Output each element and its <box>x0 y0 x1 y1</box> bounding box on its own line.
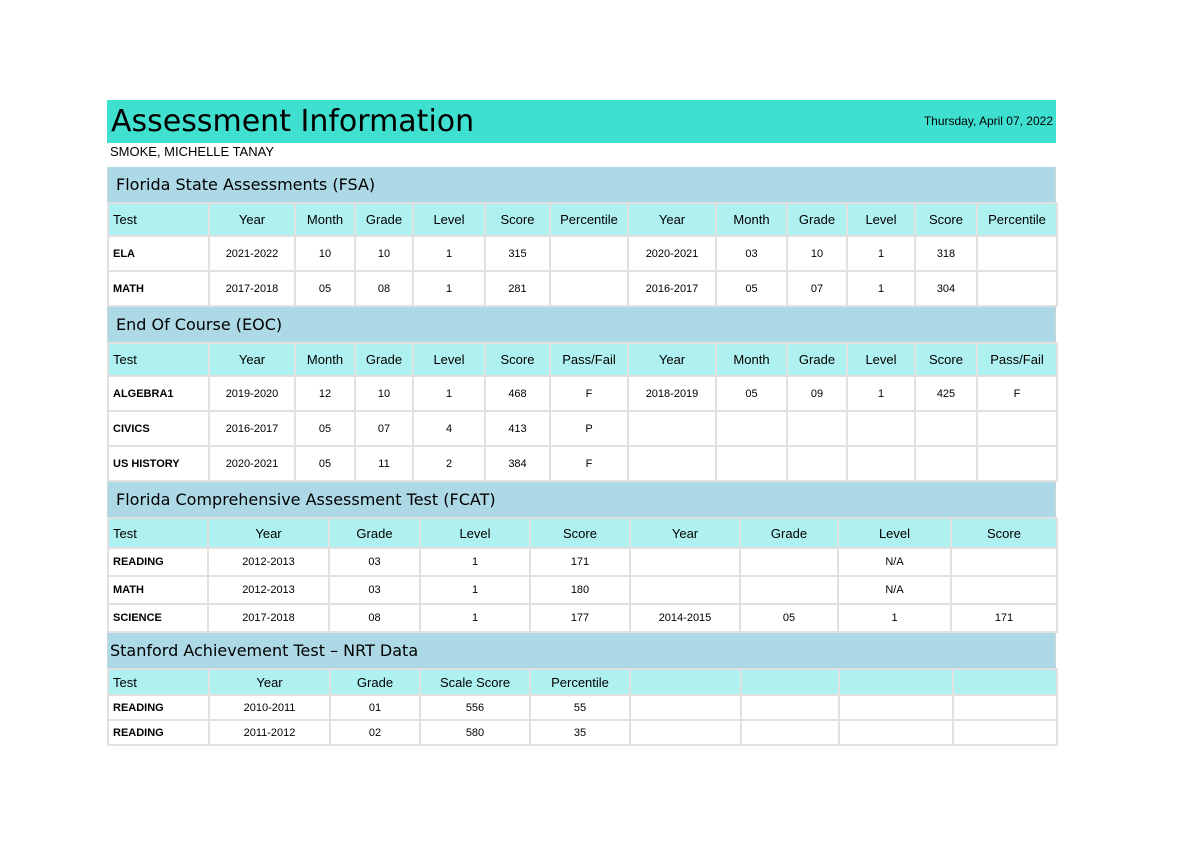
column-header: Percentile <box>530 669 630 695</box>
column-header: Percentile <box>977 203 1057 236</box>
table-row <box>108 376 1057 411</box>
table-cell: MATH <box>108 576 208 604</box>
table-cell: 35 <box>530 720 630 745</box>
table-cell <box>741 720 839 745</box>
fcat-table <box>107 517 1058 633</box>
fsa-section-title: Florida State Assessments (FSA) <box>107 167 1056 202</box>
table-cell: 2016-2017 <box>209 411 295 446</box>
fsa-table <box>107 202 1058 307</box>
table-cell: 177 <box>530 604 630 632</box>
table-cell <box>839 695 953 720</box>
table-cell: READING <box>108 548 208 576</box>
table-cell: 425 <box>915 376 977 411</box>
table-cell: SCIENCE <box>108 604 208 632</box>
table-cell: 468 <box>485 376 550 411</box>
table-cell: 2010-2011 <box>209 695 330 720</box>
table-cell: 2020-2021 <box>209 446 295 481</box>
eoc-section-title: End Of Course (EOC) <box>107 307 1056 342</box>
table-cell: 1 <box>847 271 915 306</box>
table-cell: 1 <box>413 236 485 271</box>
table-cell <box>630 720 741 745</box>
table-cell: MATH <box>108 271 209 306</box>
column-header: Grade <box>355 343 413 376</box>
title-bar <box>107 100 1056 143</box>
table-cell <box>839 720 953 745</box>
column-header: Year <box>628 203 716 236</box>
column-header: Level <box>847 203 915 236</box>
column-header: Percentile <box>550 203 628 236</box>
table-cell <box>741 695 839 720</box>
table-cell <box>787 446 847 481</box>
table-cell <box>977 446 1057 481</box>
table-row <box>108 604 1057 632</box>
table-header-row <box>108 203 1057 236</box>
table-cell: P <box>550 411 628 446</box>
column-header: Test <box>108 669 209 695</box>
table-cell: 07 <box>787 271 847 306</box>
table-cell: 07 <box>355 411 413 446</box>
nrt-section-title: Stanford Achievement Test – NRT Data <box>107 633 1056 668</box>
table-cell <box>550 271 628 306</box>
column-header: Test <box>108 203 209 236</box>
column-header: Grade <box>355 203 413 236</box>
table-header-row <box>108 343 1057 376</box>
table-cell <box>951 576 1057 604</box>
column-header: Level <box>413 343 485 376</box>
table-cell: 281 <box>485 271 550 306</box>
column-header <box>839 669 953 695</box>
table-cell: 10 <box>295 236 355 271</box>
table-cell: 05 <box>716 271 787 306</box>
table-cell: 1 <box>420 604 530 632</box>
column-header: Grade <box>330 669 420 695</box>
table-cell: 2012-2013 <box>208 548 329 576</box>
table-cell: 2011-2012 <box>209 720 330 745</box>
report-date: Thursday, April 07, 2022 <box>923 114 1053 128</box>
column-header: Year <box>630 518 740 548</box>
table-cell: 180 <box>530 576 630 604</box>
column-header: Score <box>485 343 550 376</box>
table-cell: 10 <box>355 376 413 411</box>
table-cell: 2018-2019 <box>628 376 716 411</box>
table-cell: 4 <box>413 411 485 446</box>
table-cell: 05 <box>295 446 355 481</box>
column-header: Pass/Fail <box>977 343 1057 376</box>
table-cell <box>628 446 716 481</box>
column-header: Pass/Fail <box>550 343 628 376</box>
column-header: Score <box>951 518 1057 548</box>
column-header: Month <box>716 203 787 236</box>
table-cell <box>628 411 716 446</box>
column-header: Grade <box>329 518 420 548</box>
table-cell <box>716 411 787 446</box>
table-cell: READING <box>108 720 209 745</box>
column-header: Level <box>413 203 485 236</box>
table-cell <box>716 446 787 481</box>
assessment-report <box>107 100 1056 746</box>
column-header: Month <box>295 203 355 236</box>
column-header <box>741 669 839 695</box>
table-cell: ALGEBRA1 <box>108 376 209 411</box>
table-cell: N/A <box>838 548 951 576</box>
table-cell: 2020-2021 <box>628 236 716 271</box>
table-cell <box>847 446 915 481</box>
column-header: Score <box>915 343 977 376</box>
table-cell: 08 <box>355 271 413 306</box>
column-header <box>953 669 1057 695</box>
table-cell <box>630 576 740 604</box>
page-title: Assessment Information <box>111 104 475 139</box>
table-cell: 556 <box>420 695 530 720</box>
table-cell <box>550 236 628 271</box>
column-header: Score <box>530 518 630 548</box>
column-header: Month <box>295 343 355 376</box>
table-cell: 2016-2017 <box>628 271 716 306</box>
table-cell: 10 <box>787 236 847 271</box>
table-cell: 05 <box>295 411 355 446</box>
student-name: SMOKE, MICHELLE TANAY <box>110 144 274 159</box>
nrt-table <box>107 668 1058 746</box>
table-cell: F <box>550 376 628 411</box>
table-row <box>108 271 1057 306</box>
table-cell: 318 <box>915 236 977 271</box>
table-cell <box>630 548 740 576</box>
column-header: Month <box>716 343 787 376</box>
table-cell: 03 <box>716 236 787 271</box>
table-cell: 315 <box>485 236 550 271</box>
table-cell <box>915 446 977 481</box>
column-header: Grade <box>740 518 838 548</box>
table-header-row <box>108 669 1057 695</box>
table-cell: 05 <box>716 376 787 411</box>
table-cell: 2021-2022 <box>209 236 295 271</box>
table-cell: 1 <box>420 548 530 576</box>
column-header: Year <box>209 343 295 376</box>
table-row <box>108 236 1057 271</box>
table-cell <box>847 411 915 446</box>
column-header: Score <box>485 203 550 236</box>
table-cell: 384 <box>485 446 550 481</box>
table-cell <box>953 695 1057 720</box>
table-row <box>108 548 1057 576</box>
table-cell: 2012-2013 <box>208 576 329 604</box>
table-cell: 10 <box>355 236 413 271</box>
table-cell: ELA <box>108 236 209 271</box>
table-cell: N/A <box>838 576 951 604</box>
table-cell: 2019-2020 <box>209 376 295 411</box>
table-cell: 05 <box>295 271 355 306</box>
table-cell: 171 <box>530 548 630 576</box>
table-cell: CIVICS <box>108 411 209 446</box>
column-header <box>630 669 741 695</box>
table-cell <box>977 236 1057 271</box>
column-header: Grade <box>787 343 847 376</box>
column-header: Grade <box>787 203 847 236</box>
column-header: Year <box>208 518 329 548</box>
column-header: Test <box>108 518 208 548</box>
table-cell <box>630 695 741 720</box>
table-cell: 03 <box>329 548 420 576</box>
table-cell: 09 <box>787 376 847 411</box>
table-cell: 1 <box>413 376 485 411</box>
table-row <box>108 576 1057 604</box>
table-cell <box>977 271 1057 306</box>
table-header-row <box>108 518 1057 548</box>
table-cell: 1 <box>413 271 485 306</box>
table-cell: 12 <box>295 376 355 411</box>
column-header: Scale Score <box>420 669 530 695</box>
table-cell: 2 <box>413 446 485 481</box>
table-cell: F <box>977 376 1057 411</box>
table-cell <box>915 411 977 446</box>
table-cell: 2017-2018 <box>209 271 295 306</box>
table-cell <box>977 411 1057 446</box>
table-row <box>108 720 1057 745</box>
column-header: Level <box>420 518 530 548</box>
table-cell <box>740 576 838 604</box>
table-cell: 01 <box>330 695 420 720</box>
column-header: Year <box>209 669 330 695</box>
table-row <box>108 411 1057 446</box>
table-cell: 580 <box>420 720 530 745</box>
table-cell: US HISTORY <box>108 446 209 481</box>
table-cell <box>951 548 1057 576</box>
table-cell <box>787 411 847 446</box>
table-cell: 05 <box>740 604 838 632</box>
table-cell: 413 <box>485 411 550 446</box>
column-header: Test <box>108 343 209 376</box>
column-header: Year <box>628 343 716 376</box>
table-cell: 1 <box>838 604 951 632</box>
table-cell: 2014-2015 <box>630 604 740 632</box>
eoc-table <box>107 342 1058 482</box>
table-cell: 1 <box>420 576 530 604</box>
column-header: Score <box>915 203 977 236</box>
table-cell: 08 <box>329 604 420 632</box>
table-cell <box>953 720 1057 745</box>
table-cell: 1 <box>847 236 915 271</box>
table-row <box>108 695 1057 720</box>
column-header: Level <box>847 343 915 376</box>
table-cell: READING <box>108 695 209 720</box>
table-cell: 11 <box>355 446 413 481</box>
column-header: Year <box>209 203 295 236</box>
table-cell: 2017-2018 <box>208 604 329 632</box>
table-cell: 304 <box>915 271 977 306</box>
table-cell <box>740 548 838 576</box>
column-header: Level <box>838 518 951 548</box>
table-cell: F <box>550 446 628 481</box>
table-cell: 1 <box>847 376 915 411</box>
table-cell: 55 <box>530 695 630 720</box>
table-cell: 171 <box>951 604 1057 632</box>
fcat-section-title: Florida Comprehensive Assessment Test (FCAT) <box>107 482 1056 517</box>
table-row <box>108 446 1057 481</box>
table-cell: 02 <box>330 720 420 745</box>
table-cell: 03 <box>329 576 420 604</box>
